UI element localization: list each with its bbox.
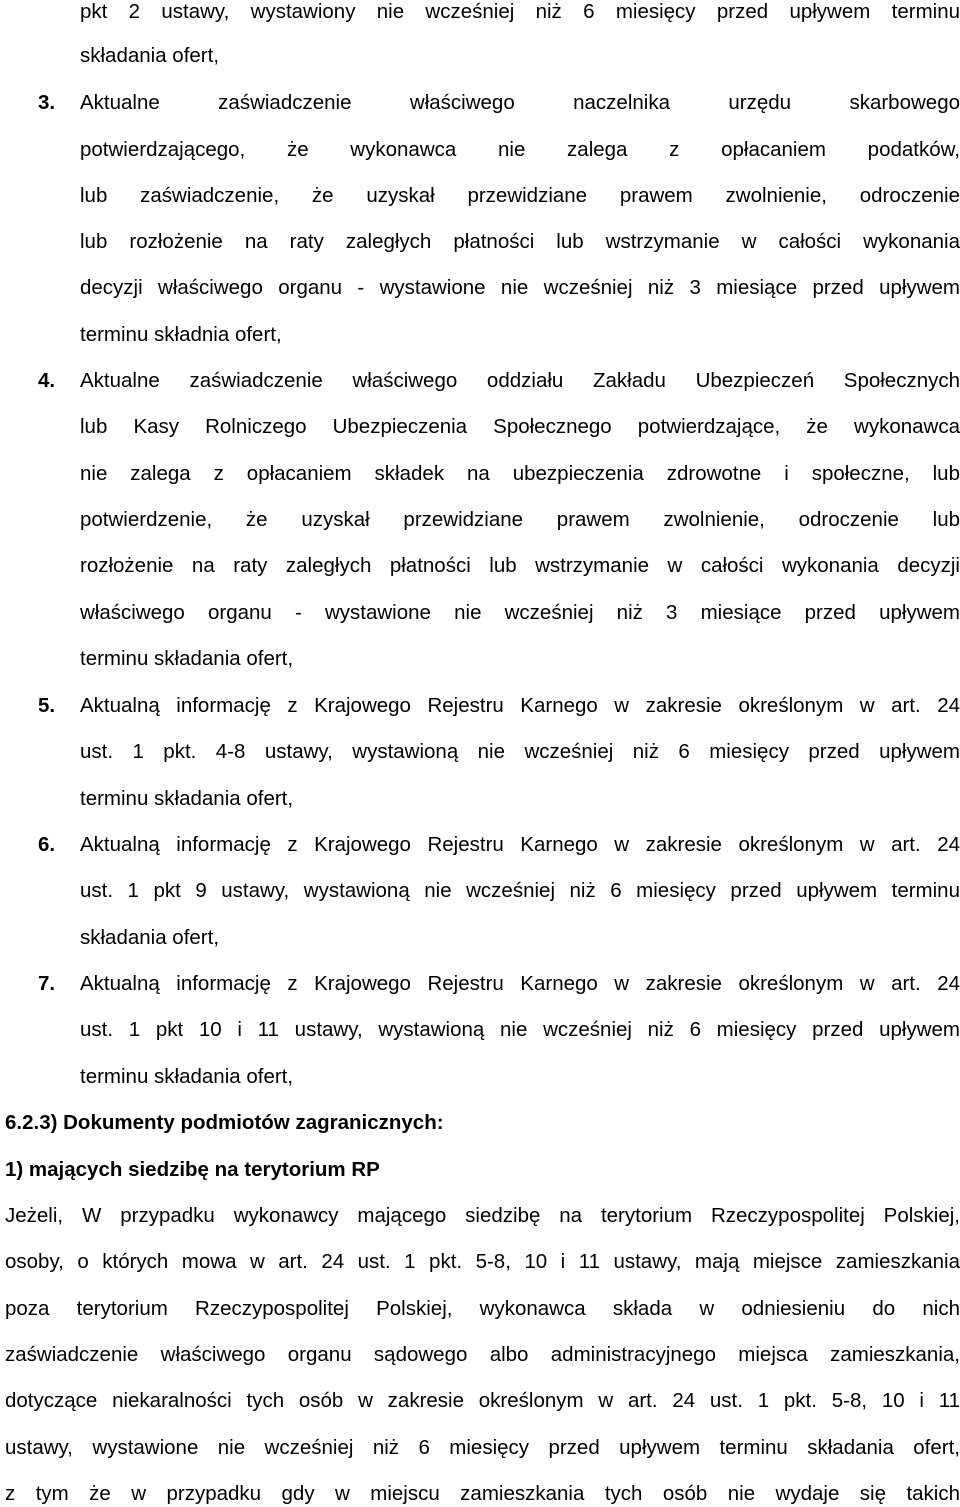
text-line: Aktualną informację z Krajowego Rejestru Karnego w zakresie określonym w art. 24 bbox=[80, 972, 960, 995]
list-number: 4. bbox=[38, 369, 56, 392]
text-line: terminu składania ofert, bbox=[80, 647, 294, 670]
text-line: terminu składania ofert, bbox=[80, 1065, 294, 1088]
list-number: 5. bbox=[38, 694, 56, 717]
section-heading: 6.2.3) Dokumenty podmiotów zagranicznych: bbox=[5, 1111, 444, 1134]
text-line: terminu składania ofert, bbox=[80, 787, 294, 810]
text-line: właściwego organu - wystawione nie wcześniej niż 3 miesiące przed upływem bbox=[80, 601, 960, 624]
text-line: potwierdzenie, że uzyskał przewidziane prawem zwolnienie, odroczenie lub bbox=[80, 508, 960, 531]
text-line: Aktualne zaświadczenie właściwego oddziału Zakładu Ubezpieczeń Społecznych bbox=[80, 369, 960, 392]
text-line: Jeżeli, W przypadku wykonawcy mającego siedzibę na terytorium Rzeczypospolitej Polskiej, bbox=[5, 1204, 960, 1227]
text-line: decyzji właściwego organu - wystawione nie wcześniej niż 3 miesiące przed upływem bbox=[80, 276, 960, 299]
text-line: lub rozłożenie na raty zaległych płatności lub wstrzymanie w całości wykonania bbox=[80, 230, 960, 253]
text-line: lub Kasy Rolniczego Ubezpieczenia Społecznego potwierdzające, że wykonawca bbox=[80, 415, 960, 438]
list-number: 6. bbox=[38, 833, 56, 856]
text-line: ustawy, wystawione nie wcześniej niż 6 miesięcy przed upływem terminu składania ofert, bbox=[5, 1436, 960, 1459]
text-line: nie zalega z opłacaniem składek na ubezpieczenia zdrowotne i społeczne, lub bbox=[80, 462, 960, 485]
text-line: składania ofert, bbox=[80, 926, 220, 949]
text-line: lub zaświadczenie, że uzyskał przewidziane prawem zwolnienie, odroczenie bbox=[80, 184, 960, 207]
text-line: ust. 1 pkt 9 ustawy, wystawioną nie wcześniej niż 6 miesięcy przed upływem terminu bbox=[80, 879, 960, 902]
text-line: dotyczące niekaralności tych osób w zakresie określonym w art. 24 ust. 1 pkt. 5-8, 10 i 11 bbox=[5, 1389, 960, 1412]
text-line: terminu składnia ofert, bbox=[80, 323, 282, 346]
text-line: zaświadczenie właściwego organu sądowego albo administracyjnego miejsca zamieszkania, bbox=[5, 1343, 960, 1366]
text-line: Aktualną informację z Krajowego Rejestru Karnego w zakresie określonym w art. 24 bbox=[80, 694, 960, 717]
text-line: składania ofert, bbox=[80, 44, 220, 67]
list-number: 7. bbox=[38, 972, 56, 995]
text-line: Aktualną informację z Krajowego Rejestru Karnego w zakresie określonym w art. 24 bbox=[80, 833, 960, 856]
text-line: poza terytorium Rzeczypospolitej Polskiej, wykonawca składa w odniesieniu do nich bbox=[5, 1297, 960, 1320]
text-line: Aktualne zaświadczenie właściwego naczelnika urzędu skarbowego bbox=[80, 91, 960, 114]
text-line: rozłożenie na raty zaległych płatności lub wstrzymanie w całości wykonania decyzji bbox=[80, 554, 960, 577]
text-line: z tym że w przypadku gdy w miejscu zamieszkania tych osób nie wydaje się takich bbox=[5, 1482, 960, 1505]
subsection-heading: 1) mających siedzibę na terytorium RP bbox=[5, 1158, 380, 1181]
text-line: ust. 1 pkt 10 i 11 ustawy, wystawioną nie wcześniej niż 6 miesięcy przed upływem bbox=[80, 1018, 960, 1041]
text-line: osoby, o których mowa w art. 24 ust. 1 pkt. 5-8, 10 i 11 ustawy, mają miejsce zamieszkania bbox=[5, 1250, 960, 1273]
list-number: 3. bbox=[38, 91, 56, 114]
text-line: potwierdzającego, że wykonawca nie zalega z opłacaniem podatków, bbox=[80, 138, 960, 161]
text-line: ust. 1 pkt. 4-8 ustawy, wystawioną nie wcześniej niż 6 miesięcy przed upływem bbox=[80, 740, 960, 763]
text-line: pkt 2 ustawy, wystawiony nie wcześniej niż 6 miesięcy przed upływem terminu bbox=[80, 0, 960, 23]
